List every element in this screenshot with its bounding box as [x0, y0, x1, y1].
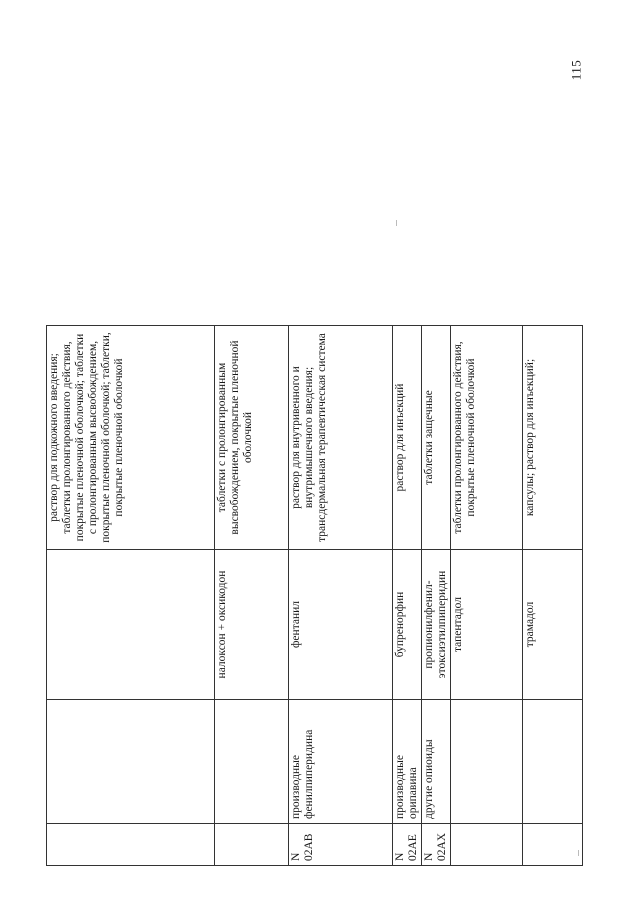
table-row — [47, 326, 215, 866]
substance-cell: фентанил — [289, 550, 393, 700]
substance-cell: трамадол — [523, 550, 583, 700]
atc-code-cell — [523, 824, 583, 866]
dosage-forms-cell: таблетки пролонгированного действия, покрытые пленочной оболочкой — [451, 326, 523, 550]
atc-code-cell: N 02AX — [422, 824, 451, 866]
group-cell: производные орипавина — [393, 700, 422, 824]
dosage-forms-cell: раствор для инъекций — [393, 326, 422, 550]
substance-cell: налоксон + оксикодон — [215, 550, 289, 700]
dosage-forms-cell: таблетки защечные — [422, 326, 451, 550]
atc-code-cell: N 02AE — [393, 824, 422, 866]
table-row — [422, 326, 451, 866]
substance-cell: пропионилфенил-этоксиэтилпиперидин — [422, 550, 451, 700]
drug-table — [46, 325, 583, 866]
dosage-forms-cell: раствор для внутривенного и внутримышечного введения; трансдермальная терапевтическая система — [289, 326, 393, 550]
page-number: 115 — [568, 59, 584, 81]
group-cell — [47, 700, 215, 824]
table-row — [523, 326, 583, 866]
atc-code-cell: N 02AB — [289, 824, 393, 866]
group-cell: производные фенилпиперидина — [289, 700, 393, 824]
table-row — [215, 326, 289, 866]
group-cell — [451, 700, 523, 824]
dosage-forms-cell: капсулы; раствор для инъекций; — [523, 326, 583, 550]
dosage-forms-cell: таблетки с пролонгированным высвобождением, покрытые пленочной оболочкой — [215, 326, 289, 550]
table-row — [289, 326, 393, 866]
atc-code-cell — [47, 824, 215, 866]
group-cell — [215, 700, 289, 824]
scan-mark — [396, 220, 397, 226]
substance-cell: бупренорфин — [393, 550, 422, 700]
atc-code-cell — [451, 824, 523, 866]
dosage-forms-cell: раствор для подкожного введения; таблетки пролонгированного действия, покрытые пленочной оболочкой; таблетки с пролонгированным высвобождением, покрытые пленочной оболочкой; таблетки, покрытые пленочной оболочкой — [47, 326, 215, 550]
substance-cell — [47, 550, 215, 700]
group-cell — [523, 700, 583, 824]
table-row — [393, 326, 422, 866]
atc-code-cell — [215, 824, 289, 866]
group-cell: другие опиоиды — [422, 700, 451, 824]
substance-cell: тапентадол — [451, 550, 523, 700]
rotated-table-frame — [46, 326, 566, 866]
table-row — [451, 326, 523, 866]
